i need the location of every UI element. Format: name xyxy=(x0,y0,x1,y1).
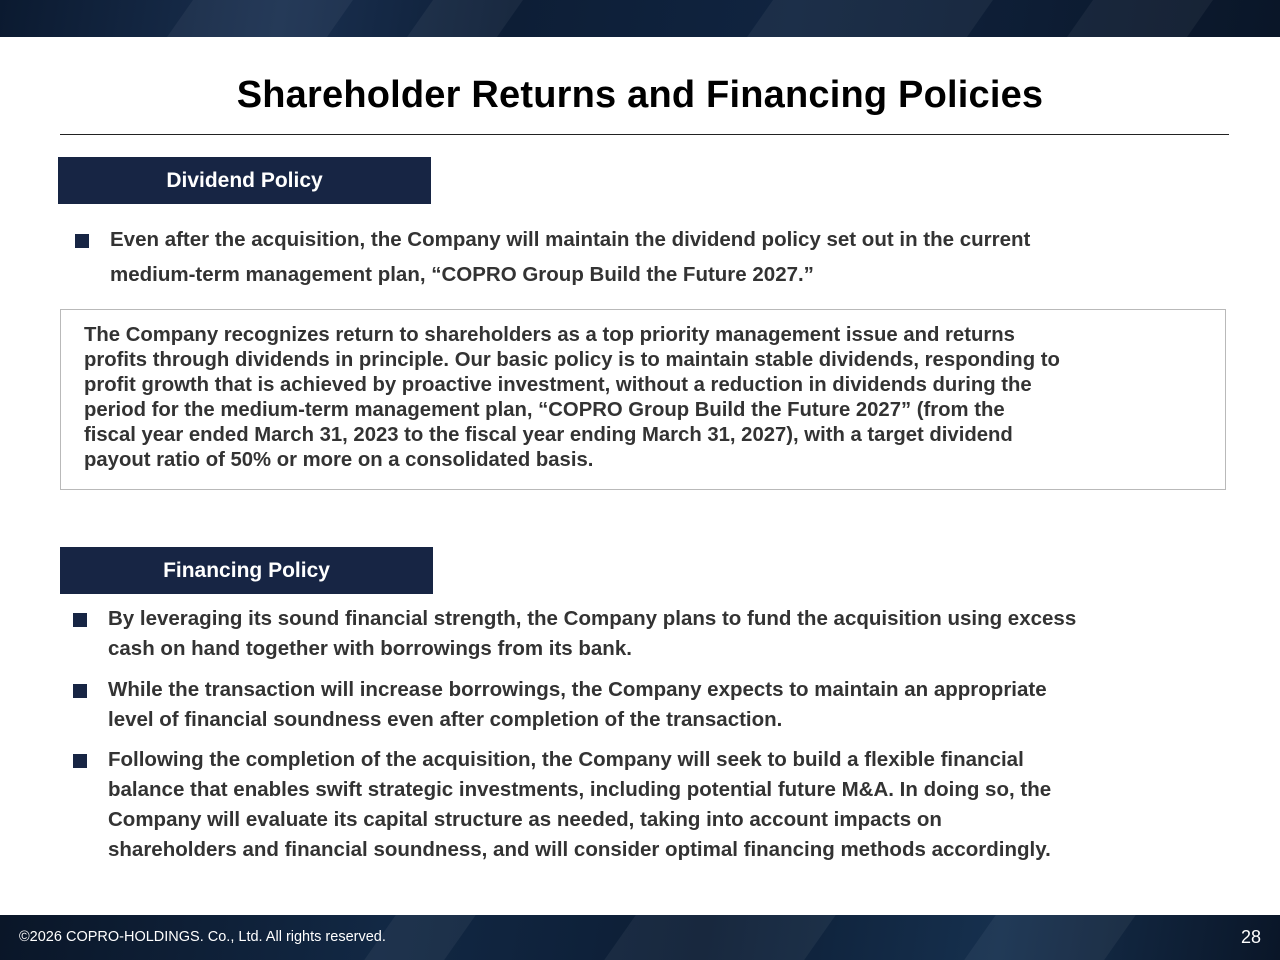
bullet-square-icon xyxy=(75,234,89,248)
bullet-square-icon xyxy=(73,754,87,768)
title-divider xyxy=(60,134,1229,135)
financing-bullet-line: shareholders and financial soundness, and will consider optimal financing methods accordingly. xyxy=(108,838,1051,861)
footer-band xyxy=(0,915,1280,960)
policy-text-line: period for the medium-term management plan, “COPRO Group Build the Future 2027” (from the xyxy=(84,399,1005,421)
financing-bullet-1 xyxy=(73,605,1243,665)
top-decor-band xyxy=(0,0,1280,37)
financing-bullet-line: While the transaction will increase borrowings, the Company expects to maintain an appropriate xyxy=(108,678,1047,701)
page-title: Shareholder Returns and Financing Policies xyxy=(236,74,1044,116)
financing-bullet-line: cash on hand together with borrowings from its bank. xyxy=(108,637,632,660)
financing-bullet-line: level of financial soundness even after completion of the transaction. xyxy=(108,708,783,731)
financing-policy-heading: Financing Policy xyxy=(60,547,433,594)
financing-bullet-3 xyxy=(73,746,1243,871)
bullet-square-icon xyxy=(73,613,87,627)
policy-text-line: fiscal year ended March 31, 2023 to the fiscal year ending March 31, 2027), with a target dividend xyxy=(84,424,1013,446)
policy-text-line: payout ratio of 50% or more on a consolidated basis. xyxy=(84,449,594,471)
bullet-square-icon xyxy=(73,684,87,698)
financing-bullet-line: Company will evaluate its capital structure as needed, taking into account impacts on xyxy=(108,808,942,831)
dividend-policy-text xyxy=(84,323,1216,473)
dividend-policy-box xyxy=(60,309,1226,490)
policy-text-line: profits through dividends in principle. Our basic policy is to maintain stable dividends, responding to xyxy=(84,349,1060,371)
dividend-bullet-line1: Even after the acquisition, the Company will maintain the dividend policy set out in the current xyxy=(110,228,1031,251)
copyright-text: ©2026 COPRO-HOLDINGS. Co., Ltd. All rights reserved. xyxy=(19,929,386,945)
financing-bullet-line: By leveraging its sound financial strength, the Company plans to fund the acquisition using excess xyxy=(108,607,1077,630)
policy-text-line: The Company recognizes return to shareholders as a top priority management issue and returns xyxy=(84,324,1015,346)
financing-bullet-2 xyxy=(73,676,1243,736)
dividend-bullet xyxy=(75,226,1235,296)
policy-text-line: profit growth that is achieved by proactive investment, without a reduction in dividends during the xyxy=(84,374,1032,396)
page-number: 28 xyxy=(1240,927,1261,947)
financing-bullet-line: Following the completion of the acquisition, the Company will seek to build a flexible financial xyxy=(108,748,1024,771)
dividend-policy-heading: Dividend Policy xyxy=(58,157,431,204)
financing-bullet-line: balance that enables swift strategic investments, including potential future M&A. In doing so, the xyxy=(108,778,1052,801)
dividend-bullet-line2: medium-term management plan, “COPRO Group Build the Future 2027.” xyxy=(110,263,814,286)
